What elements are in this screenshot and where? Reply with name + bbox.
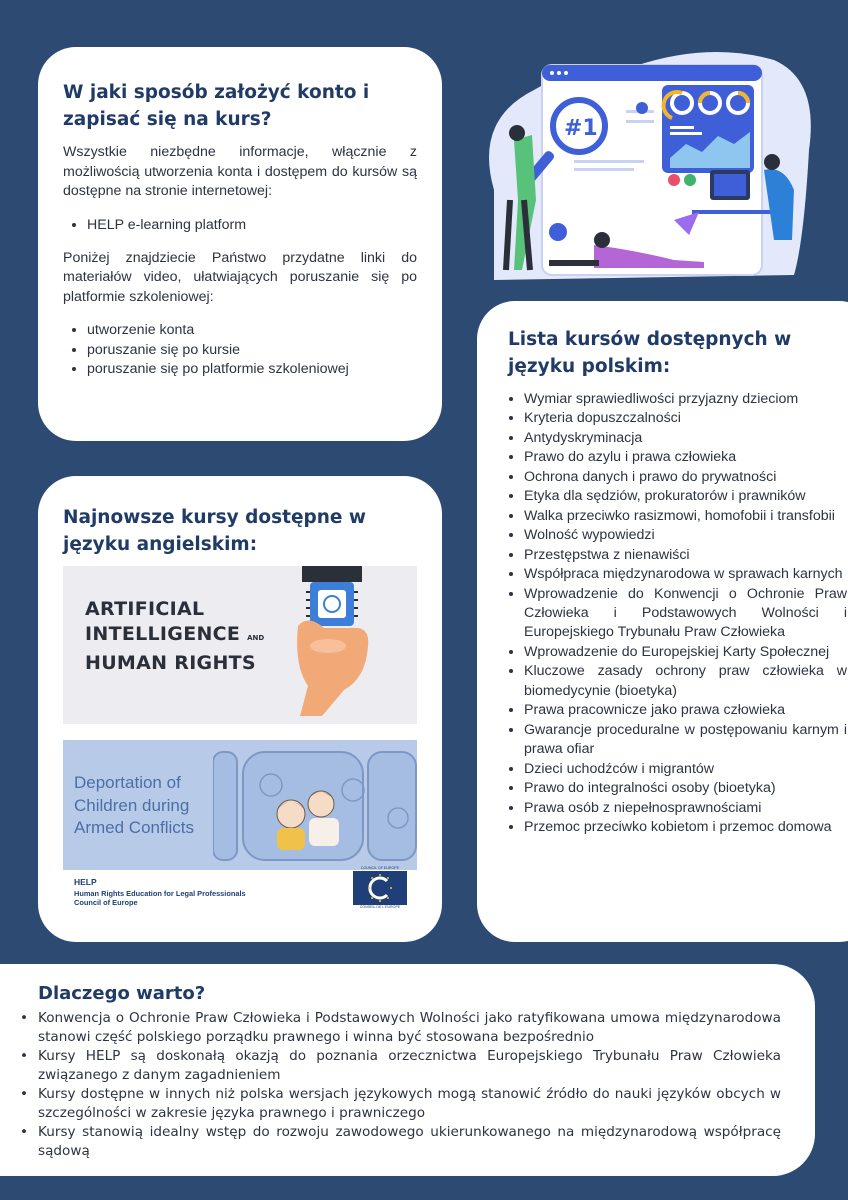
account-heading: W jaki sposób założyć konto i zapisać się na kurs? (63, 82, 370, 130)
help-footer (63, 866, 417, 916)
list-item: • Kursy HELP są doskonałą okazją do poznania orzecznictwa Europejskiego Trybunału Praw Człowieka związanego z danym zagadnieniem (16, 1047, 781, 1085)
deportation-course-banner[interactable] (63, 740, 417, 872)
council-of-europe-logo: COUNCIL OF EUROPE CONSEIL DE L'EUROPE (352, 866, 408, 914)
list-item: • Antydyskryminacja (524, 429, 847, 448)
new-courses-card (38, 476, 442, 942)
list-item: • Kursy stanowią idealny wstęp do rozwoju zawodowego ukierunkowanego na międzynarodową współpracę sądową (16, 1123, 781, 1161)
list-item (87, 341, 417, 360)
why-heading: Dlaczego warto? (38, 983, 206, 1004)
deportation-banner-title: Deportation of Children during Armed Conflicts (74, 773, 194, 837)
list-item: • Wolność wypowiedzi (524, 526, 847, 545)
list-item: • Przestępstwa z nienawiści (524, 546, 847, 565)
list-item (87, 216, 417, 235)
list-item: • Konwencja o Ochronie Praw Człowieka i Podstawowych Wolności jako ratyfikowana umowa międzynarodowa stanowi część polskiego porządku prawnego i winna być stosowana bezpośrednio (16, 1009, 781, 1047)
list-item: • Dzieci uchodźców i migrantów (524, 760, 847, 779)
list-item: • Kursy dostępne w innych niż polska wersjach językowych mogą stanowić źródło do nauki języków obcych w szczególności w zakresie języka prawnego i prawniczego (16, 1085, 781, 1123)
hand-chip-icon (288, 566, 417, 724)
list-item: • Prawa osób z niepełnosprawnościami (524, 799, 847, 818)
list-item: • Gwarancje proceduralne w postępowaniu karnym i prawa ofiar (524, 721, 847, 760)
platform-link[interactable]: HELP e-learning platform (87, 216, 247, 233)
ai-course-banner[interactable] (63, 566, 417, 724)
list-item: • Wprowadzenie do Europejskiej Karty Społecznej (524, 643, 847, 662)
help-label: HELP (74, 877, 97, 887)
video-link-create-account[interactable]: utworzenie konta (87, 322, 195, 339)
list-item: • Etyka dla sędziów, prokuratorów i prawników (524, 487, 847, 506)
list-item: • Ochrona danych i prawo do prywatności (524, 468, 847, 487)
course-list-heading: Lista kursów dostępnych w języku polskim: (508, 329, 792, 377)
new-courses-heading: Najnowsze kursy dostępne w języku angielskim: (63, 507, 367, 555)
video-link-course-navigation[interactable]: poruszanie się po kursie (87, 341, 240, 358)
elearning-illustration (474, 40, 814, 290)
list-item: • Kryteria dopuszczalności (524, 409, 847, 428)
council-of-europe-emblem-icon (353, 871, 407, 905)
why-list (16, 1009, 781, 1161)
list-item: • Wprowadzenie do Konwencji o Ochronie Praw Człowieka i Podstawowych Wolności i Europejskiego Trybunału Praw Człowieka (524, 585, 847, 643)
video-link-platform-navigation[interactable]: poruszanie się po platformie szkoleniowej (87, 361, 349, 378)
account-intro: Wszystkie niezbędne informacje, włącznie z możliwością utworzenia konta i dostępem do kursów są dostępne na stronie internetowej: (63, 144, 417, 199)
help-org: Council of Europe (74, 898, 138, 907)
course-list-card (477, 301, 848, 942)
list-item: • Wymiar sprawiedliwości przyjazny dzieciom (524, 390, 847, 409)
list-item: • Przemoc przeciwko kobietom i przemoc domowa (524, 818, 847, 837)
course-list (508, 390, 847, 837)
list-item: • Walka przeciwko rasizmowi, homofobii i transfobii (524, 507, 847, 526)
children-illustration (213, 740, 417, 872)
why-card (0, 964, 815, 1176)
list-item: • Kluczowe zasady ochrony praw człowieka w biomedycynie (bioetyka) (524, 662, 847, 701)
account-card (38, 47, 442, 441)
help-subtitle: Human Rights Education for Legal Professionals (74, 889, 246, 898)
illustration-badge: #1 (564, 116, 598, 141)
platform-link-list (63, 216, 417, 235)
list-item (87, 321, 417, 340)
list-item: • Prawo do integralności osoby (bioetyka) (524, 779, 847, 798)
list-item: • Współpraca międzynarodowa w sprawach karnych (524, 565, 847, 584)
links-intro: Poniżej znajdziecie Państwo przydatne linki do materiałów video, ułatwiających poruszanie się po platformie szkoleniowej: (63, 249, 417, 305)
list-item: • Prawo do azylu i prawa człowieka (524, 448, 847, 467)
list-item: • Prawa pracownicze jako prawa człowieka (524, 701, 847, 720)
video-link-list (63, 321, 417, 379)
ai-banner-title: ARTIFICIAL INTELLIGENCE AND HUMAN RIGHTS (85, 598, 265, 674)
list-item (87, 360, 417, 379)
